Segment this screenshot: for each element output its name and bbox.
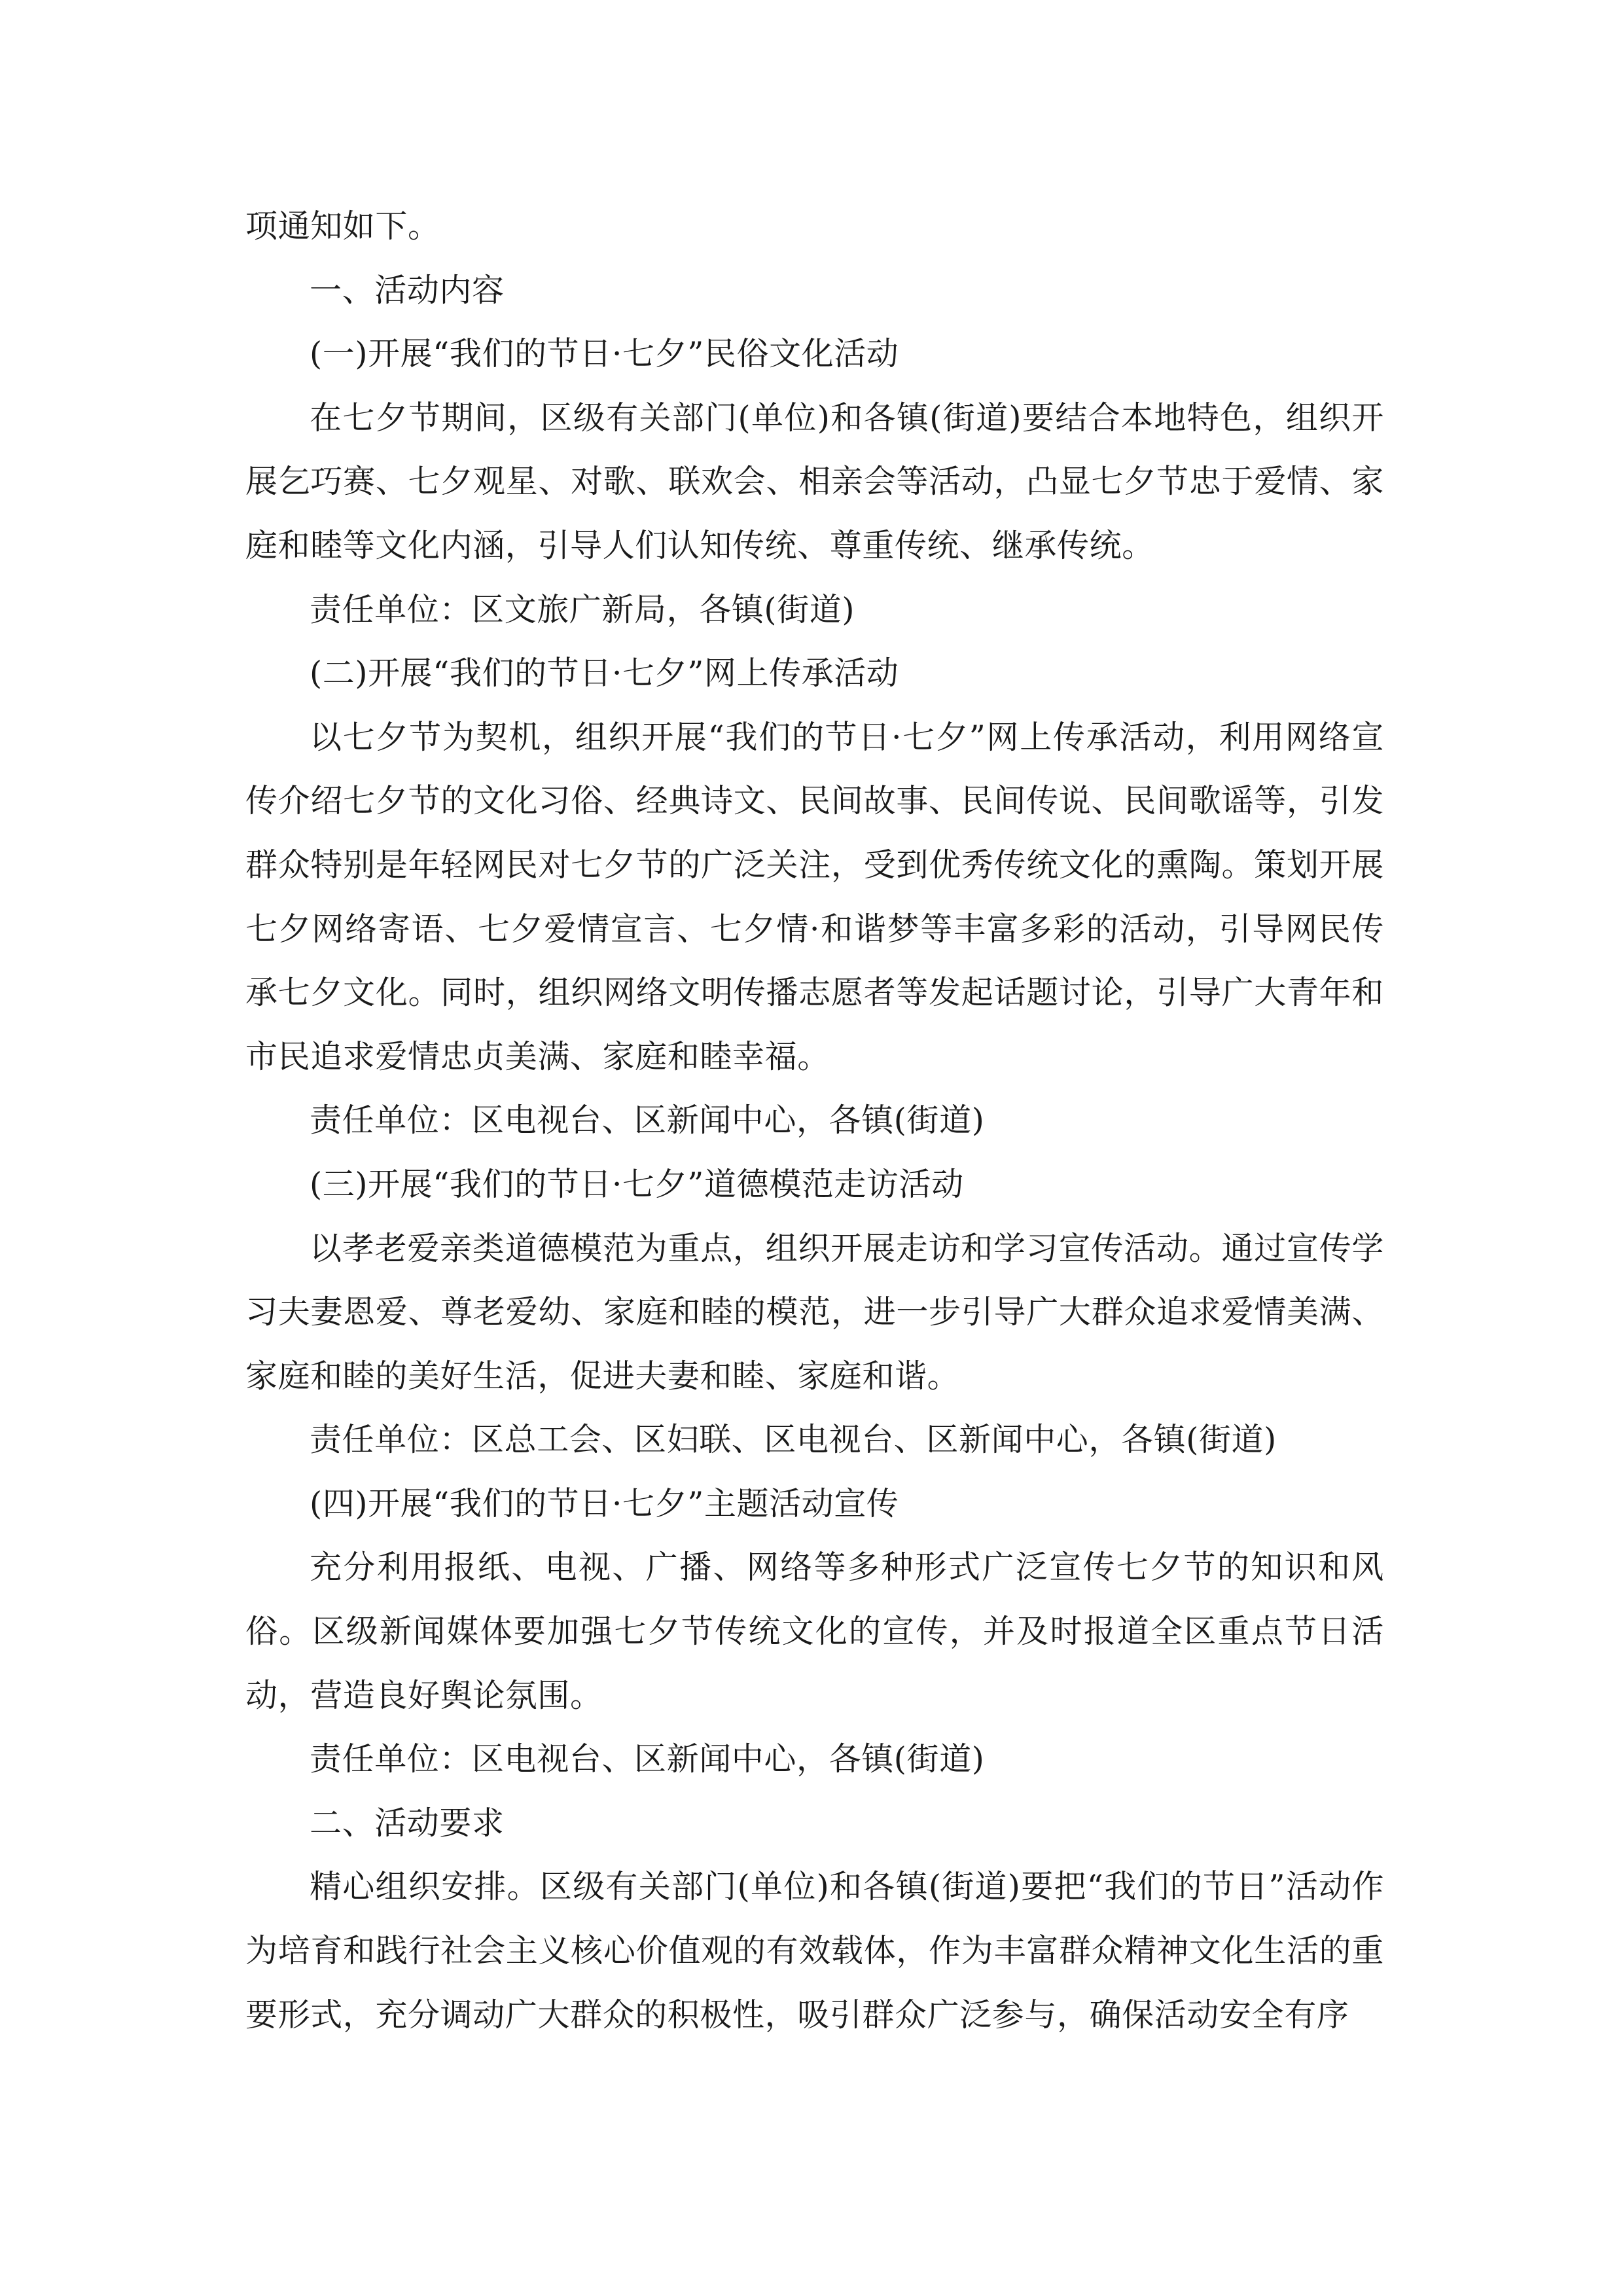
responsible-units-4: 责任单位：区电视台、区新闻中心，各镇(街道): [310, 1740, 985, 1778]
paragraph-publicity: 充分利用报纸、电视、广播、网络等多种形式广泛宣传七夕节的知识和风俗。区级新闻媒体要加强七夕节传统文化的宣传，并及时报道全区重点节日活动，营造良好舆论氛围。: [245, 1549, 1384, 1714]
paragraph-moral-models: 以孝老爱亲类道德模范为重点，组织开展走访和学习宣传活动。通过宣传学习夫妻恩爱、尊老爱幼、家庭和睦的模范，进一步引导广大群众追求爱情美满、家庭和睦的美好生活，促进夫妻和睦、家庭和谐。: [245, 1229, 1384, 1395]
responsible-units-2: 责任单位：区电视台、区新闻中心，各镇(街道): [310, 1102, 985, 1139]
paragraph-intro-tail: 项通知如下。: [245, 207, 440, 245]
paragraph-online-heritage: 以七夕节为契机，组织开展“我们的节日·七夕”网上传承活动，利用网络宣传介绍七夕节的文化习俗、经典诗文、民间故事、民间传说、民间歌谣等，引发群众特别是年轻网民对七夕节的广泛关注，受到优秀传统文化的熏陶。策划开展七夕网络寄语、七夕爱情宣言、七夕情·和谐梦等丰富多彩的活动，引导网民传承七夕文化。同时，组织网络文明传播志愿者等发起话题讨论，引导广大青年和市民追求爱情忠贞美满、家庭和睦幸福。: [245, 718, 1384, 1075]
subheading-folk-culture: (一)开展“我们的节日·七夕”民俗文化活动: [310, 335, 899, 373]
subheading-publicity: (四)开展“我们的节日·七夕”主题活动宣传: [310, 1484, 899, 1522]
responsible-units-1: 责任单位：区文旅广新局，各镇(街道): [310, 590, 855, 628]
document-body: [245, 194, 1384, 2047]
responsible-units-3: 责任单位：区总工会、区妇联、区电视台、区新闻中心，各镇(街道): [310, 1421, 1277, 1459]
section-heading-requirements: 二、活动要求: [310, 1804, 505, 1842]
section-heading-activity-content: 一、活动内容: [310, 271, 505, 309]
paragraph-requirements: 精心组织安排。区级有关部门(单位)和各镇(街道)要把“我们的节日”活动作为培育和践行社会主义核心价值观的有效载体，作为丰富群众精神文化生活的重要形式，充分调动广大群众的积极性，吸引群众广泛参与，确保活动安全有序: [245, 1868, 1384, 2034]
paragraph-folk-culture: 在七夕节期间，区级有关部门(单位)和各镇(街道)要结合本地特色，组织开展乞巧赛、七夕观星、对歌、联欢会、相亲会等活动，凸显七夕节忠于爱情、家庭和睦等文化内涵，引导人们认知传统、尊重传统、继承传统。: [245, 399, 1384, 564]
subheading-online-heritage: (二)开展“我们的节日·七夕”网上传承活动: [310, 655, 899, 692]
subheading-moral-models: (三)开展“我们的节日·七夕”道德模范走访活动: [310, 1165, 964, 1203]
